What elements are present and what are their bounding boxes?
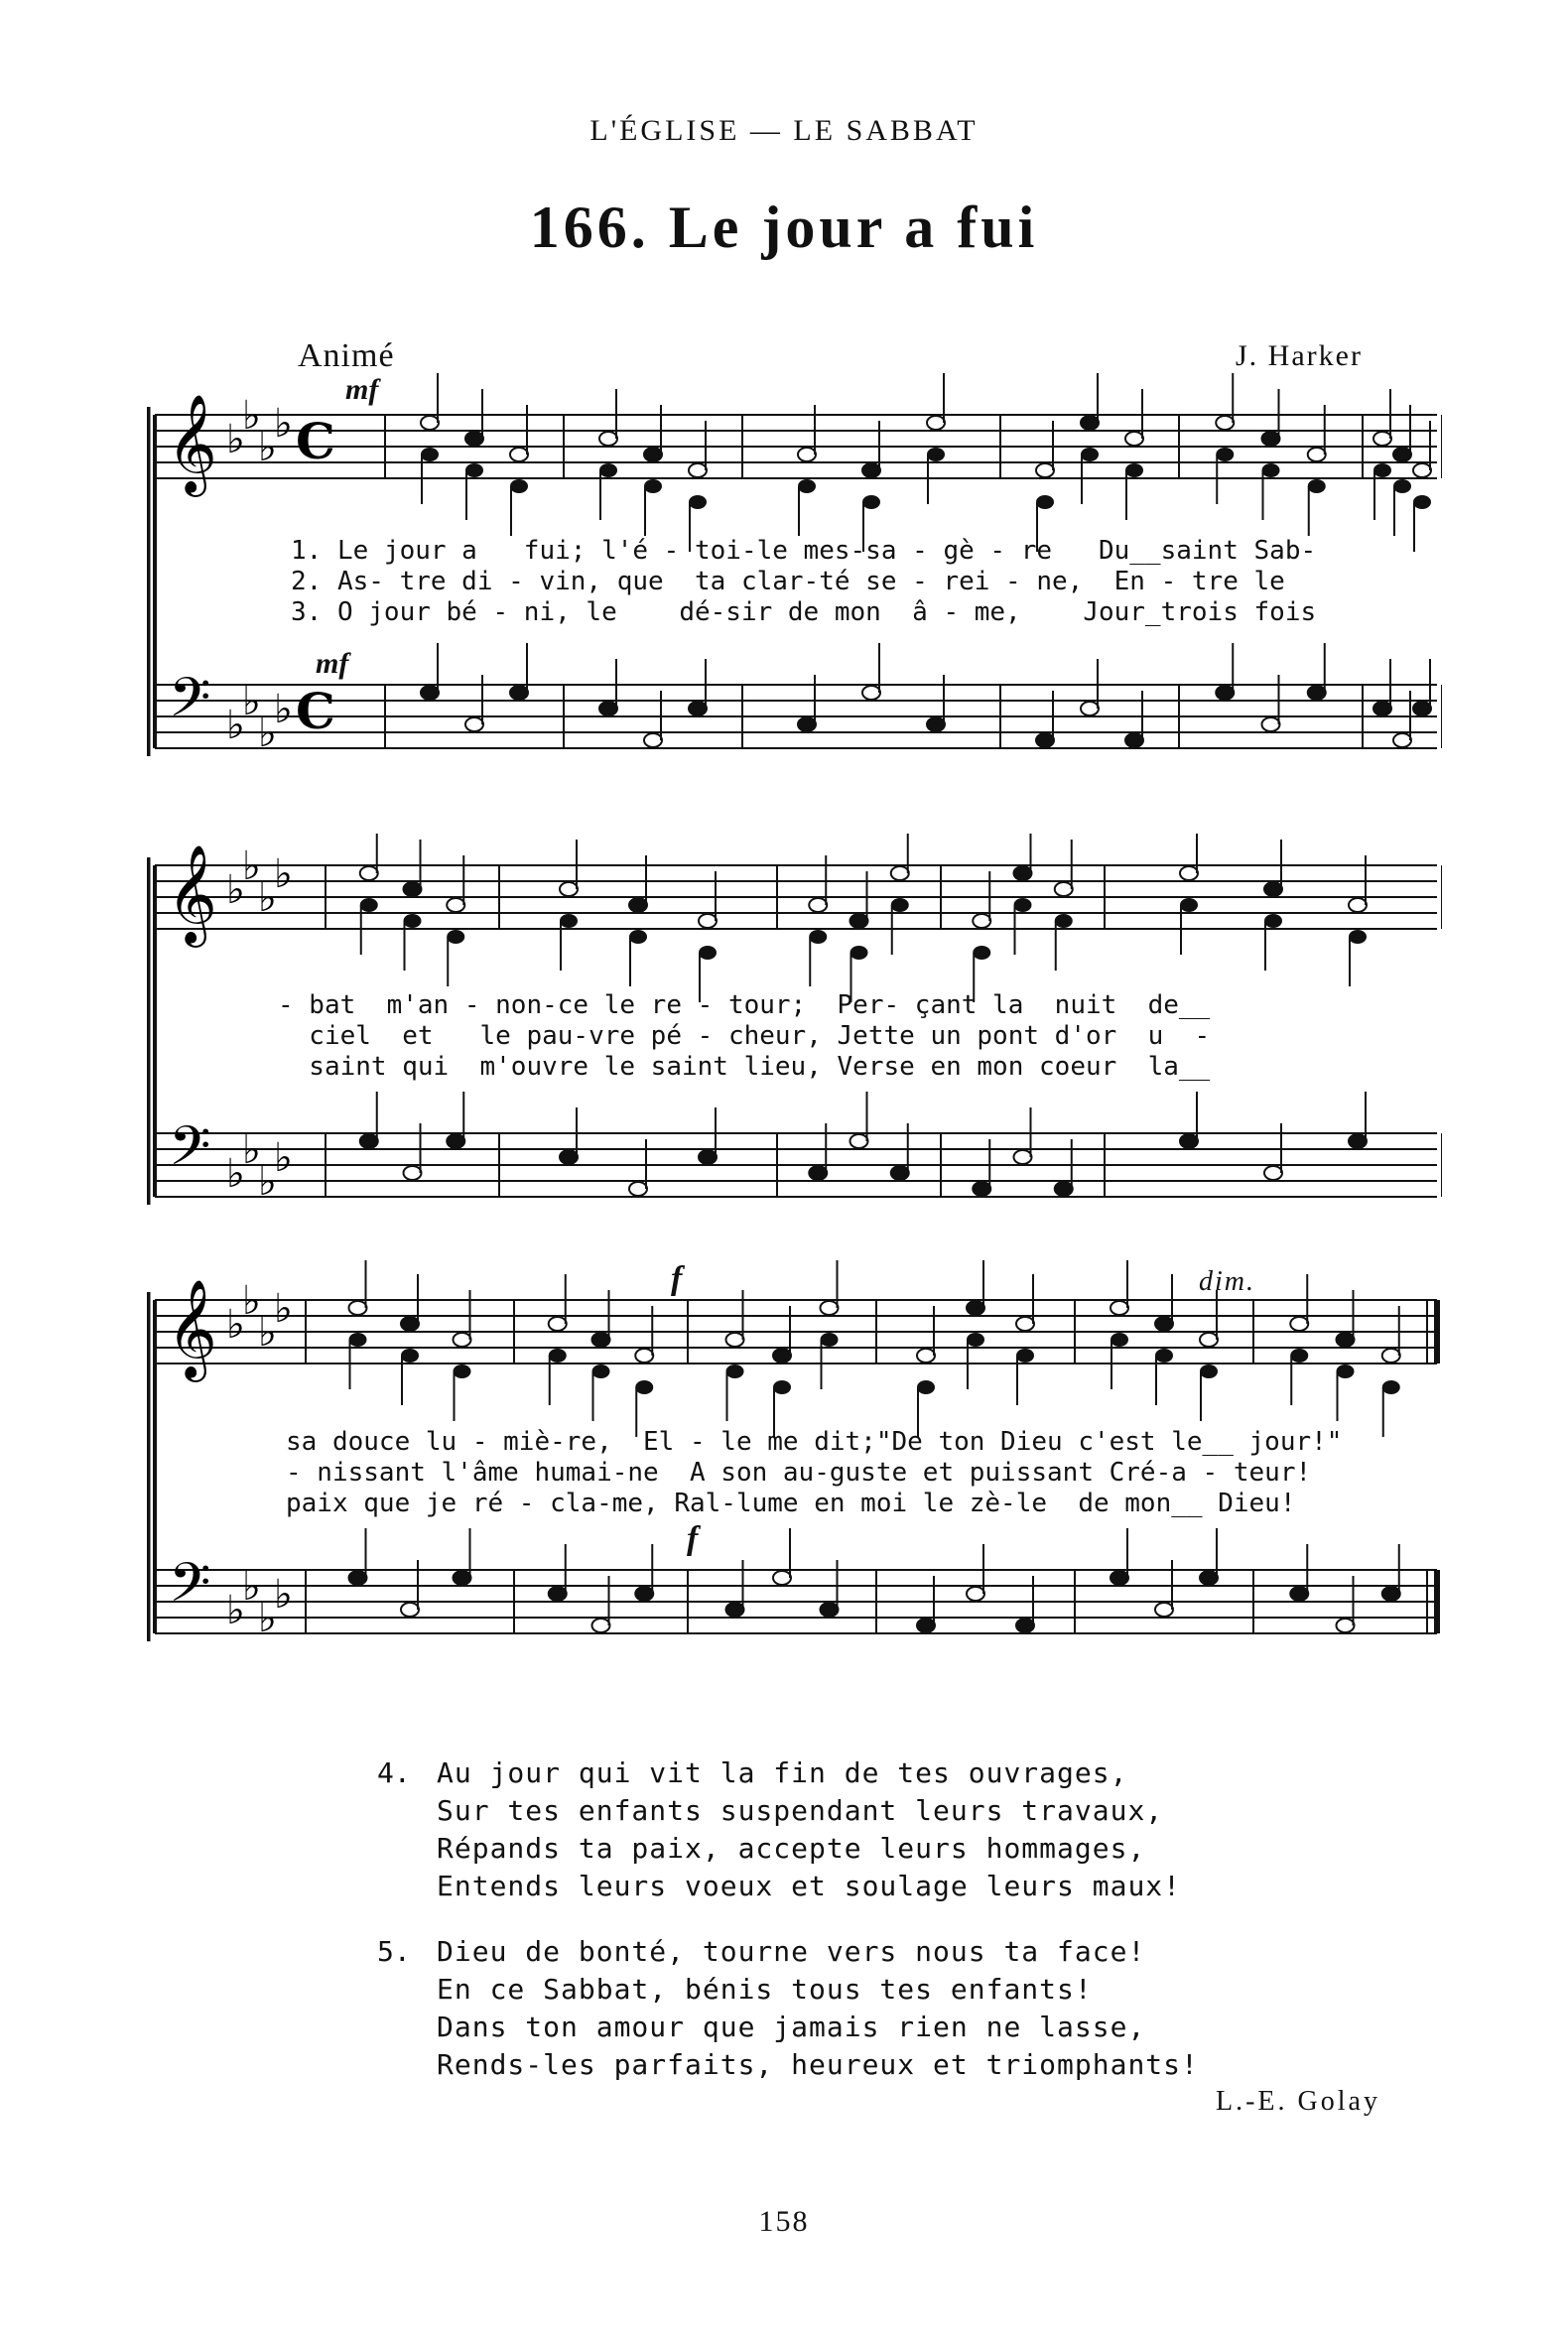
note-head — [821, 1333, 839, 1347]
note-head — [1155, 1603, 1173, 1617]
flat-icon: ♭ — [242, 679, 261, 724]
note-head — [349, 1301, 367, 1315]
note-head — [1349, 930, 1367, 944]
note-head — [1111, 1301, 1128, 1315]
note-head — [689, 463, 707, 477]
note-head — [1014, 898, 1032, 912]
note-head — [973, 914, 990, 928]
note-head — [635, 1380, 653, 1394]
note-head — [891, 898, 909, 912]
note-head — [401, 1349, 419, 1363]
note-head — [1290, 1349, 1308, 1363]
note-head — [927, 416, 945, 430]
note-head — [1125, 432, 1143, 446]
lyricist: L.-E. Golay — [1216, 2086, 1380, 2117]
note-head — [1373, 702, 1391, 715]
flat-icon: ♭ — [274, 851, 293, 897]
note-head — [421, 686, 439, 700]
flat-icon: ♭ — [226, 1151, 245, 1197]
note-head — [1382, 1587, 1400, 1601]
note-head — [1337, 1619, 1355, 1632]
note-head — [510, 448, 528, 461]
note-head — [1081, 416, 1099, 430]
flat-icon: ♭ — [242, 1564, 261, 1610]
composer: J. Harker — [1236, 339, 1363, 372]
lyric-verse-3: paix que je ré - cla-me, Ral-lume en moi le zè-le de mon__ Dieu! — [286, 1489, 1296, 1518]
note-head — [699, 946, 717, 960]
note-head — [1373, 463, 1391, 477]
note-head — [689, 702, 707, 715]
flat-icon: ♭ — [226, 1588, 245, 1633]
note-head — [644, 479, 662, 493]
note-head — [726, 1603, 744, 1617]
note-head — [447, 930, 464, 944]
note-head — [1382, 1380, 1400, 1394]
music-system-1 — [147, 367, 1442, 784]
flat-icon: ♭ — [226, 417, 245, 462]
hymn-number: 166. — [529, 195, 650, 260]
note-head — [1308, 686, 1326, 700]
lyric-verse-2: - nissant l'âme humai-ne A son au-guste et puissant Cré-a - teur! — [286, 1458, 1312, 1488]
note-head — [560, 914, 578, 928]
note-head — [1036, 463, 1054, 477]
note-head — [821, 1301, 839, 1315]
note-head — [798, 448, 816, 461]
note-head — [592, 1364, 610, 1378]
note-head — [1036, 733, 1054, 747]
note-head — [699, 914, 717, 928]
music-system-2 — [147, 834, 1442, 1250]
note-head — [1264, 882, 1282, 896]
note-head — [862, 495, 880, 509]
note-head — [1125, 733, 1143, 747]
note-head — [1055, 1182, 1073, 1196]
note-head — [1373, 432, 1391, 446]
note-head — [454, 1364, 471, 1378]
note-head — [699, 1150, 717, 1164]
lyric-verse-1: 1. Le jour a fui; l'é - toi-le mes-sa - gè - re Du__saint Sab- — [291, 536, 1317, 566]
treble-clef-icon: 𝄞 — [167, 394, 217, 493]
note-head — [927, 448, 945, 461]
note-head — [454, 1333, 471, 1347]
note-head — [1180, 898, 1198, 912]
flat-icon: ♭ — [258, 1310, 277, 1356]
verse-line: Au jour qui vit la fin de tes ouvrages, — [437, 1756, 1128, 1789]
flat-icon: ♭ — [274, 1572, 293, 1618]
note-head — [891, 866, 909, 880]
note-head — [549, 1349, 567, 1363]
note-head — [510, 479, 528, 493]
flat-icon: ♭ — [258, 1596, 277, 1641]
note-head — [862, 686, 880, 700]
note-head — [726, 1333, 744, 1347]
note-head — [1016, 1349, 1034, 1363]
note-head — [1393, 479, 1411, 493]
flat-icon: ♭ — [274, 1286, 293, 1332]
note-head — [629, 1182, 647, 1196]
note-head — [1337, 1364, 1355, 1378]
note-head — [510, 686, 528, 700]
section-header: L'ÉGLISE — LE SABBAT — [589, 114, 979, 147]
note-head — [917, 1619, 935, 1632]
lyric-verse-1: - bat m'an - non-ce le re - tour; Per- çant la nuit de__ — [278, 990, 1211, 1020]
note-head — [644, 733, 662, 747]
note-head — [1290, 1587, 1308, 1601]
note-head — [360, 1134, 378, 1148]
note-head — [967, 1333, 984, 1347]
note-head — [773, 1349, 791, 1363]
note-head — [1081, 448, 1099, 461]
note-head — [1200, 1364, 1218, 1378]
note-head — [1200, 1571, 1218, 1585]
note-head — [592, 1619, 610, 1632]
note-head — [1413, 495, 1431, 509]
verse-number: 4. — [377, 1756, 411, 1789]
note-head — [360, 898, 378, 912]
dynamic-bass: mf — [316, 647, 349, 680]
flat-icon: ♭ — [226, 1302, 245, 1348]
bass-clef-icon: 𝄢 — [169, 666, 211, 742]
verse-line: Entends leurs voeux et soulage leurs maux! — [437, 1870, 1182, 1902]
note-head — [1216, 416, 1234, 430]
note-head — [1125, 463, 1143, 477]
verse-line: Répands ta paix, accepte leurs hommages, — [437, 1832, 1146, 1865]
note-head — [635, 1587, 653, 1601]
note-head — [1290, 1317, 1308, 1331]
treble-clef-icon: 𝄞 — [167, 1279, 217, 1378]
note-head — [447, 898, 464, 912]
note-head — [1055, 882, 1073, 896]
note-head — [421, 448, 439, 461]
note-head — [967, 1301, 984, 1315]
dynamic-treble: mf — [345, 373, 379, 406]
tempo-marking: Animé — [298, 337, 395, 374]
hymn-title — [0, 194, 1568, 262]
verse-number: 5. — [377, 1935, 411, 1968]
note-head — [891, 1166, 909, 1180]
verse-line: Sur tes enfants suspendant leurs travaux, — [437, 1794, 1164, 1827]
note-head — [1200, 1333, 1218, 1347]
note-head — [599, 432, 617, 446]
flat-icon: ♭ — [274, 1135, 293, 1181]
note-head — [560, 1150, 578, 1164]
flat-icon: ♭ — [242, 1278, 261, 1324]
note-head — [809, 930, 827, 944]
page-number: 158 — [758, 2205, 810, 2238]
verse-line: Dans ton amour que jamais rien ne lasse, — [437, 2011, 1146, 2043]
flat-icon: ♭ — [242, 1127, 261, 1173]
lyric-verse-1: sa douce lu - miè-re, El - le me dit;"De ton Dieu c'est le__ jour!" — [286, 1427, 1343, 1457]
note-head — [421, 416, 439, 430]
lyric-verse-3: saint qui m'ouvre le saint lieu, Verse en mon coeur la__ — [278, 1052, 1211, 1082]
note-head — [1262, 717, 1280, 731]
note-head — [629, 898, 647, 912]
note-head — [629, 930, 647, 944]
note-head — [1180, 866, 1198, 880]
note-head — [349, 1571, 367, 1585]
flat-icon: ♭ — [242, 844, 261, 889]
note-head — [726, 1364, 744, 1378]
flat-icon: ♭ — [258, 711, 277, 756]
note-head — [1014, 1150, 1032, 1164]
dynamic-forte-bass: f — [687, 1520, 699, 1557]
note-head — [1264, 1166, 1282, 1180]
verse-line: En ce Sabbat, bénis tous tes enfants! — [437, 1973, 1093, 2006]
flat-icon: ♭ — [274, 401, 293, 447]
note-head — [809, 898, 827, 912]
note-head — [1264, 914, 1282, 928]
flat-icon: ♭ — [274, 687, 293, 732]
note-head — [592, 1333, 610, 1347]
note-head — [599, 702, 617, 715]
note-head — [465, 463, 483, 477]
note-head — [773, 1380, 791, 1394]
note-head — [773, 1571, 791, 1585]
flat-icon: ♭ — [258, 875, 277, 921]
note-head — [1016, 1317, 1034, 1331]
flat-icon: ♭ — [226, 867, 245, 913]
common-time-icon: C — [296, 412, 335, 470]
note-head — [1349, 1134, 1367, 1148]
note-head — [404, 882, 422, 896]
note-head — [349, 1333, 367, 1347]
note-head — [1014, 866, 1032, 880]
flat-icon: ♭ — [226, 703, 245, 748]
note-head — [1349, 898, 1367, 912]
note-head — [404, 914, 422, 928]
lyric-verse-2: ciel et le pau-vre pé - cheur, Jette un pont d'or u - — [278, 1021, 1211, 1051]
note-head — [447, 1134, 464, 1148]
music-system-3 — [147, 1260, 1442, 1677]
note-head — [465, 432, 483, 446]
note-head — [1337, 1333, 1355, 1347]
note-head — [1393, 448, 1411, 461]
note-head — [1308, 479, 1326, 493]
lyric-verse-3: 3. O jour bé - ni, le dé-sir de mon â - me, Jour_trois fois — [291, 597, 1317, 627]
note-head — [454, 1571, 471, 1585]
note-head — [635, 1349, 653, 1363]
note-head — [644, 448, 662, 461]
note-head — [1382, 1349, 1400, 1363]
note-head — [1308, 448, 1326, 461]
note-head — [821, 1603, 839, 1617]
note-head — [1413, 702, 1431, 715]
flat-icon: ♭ — [242, 393, 261, 439]
note-head — [1111, 1333, 1128, 1347]
bass-clef-icon: 𝄢 — [169, 1114, 211, 1191]
dynamic-diminuendo: dim. — [1199, 1266, 1255, 1297]
note-head — [917, 1349, 935, 1363]
note-head — [1262, 432, 1280, 446]
flat-icon: ♭ — [258, 425, 277, 470]
note-head — [850, 946, 868, 960]
note-head — [1016, 1619, 1034, 1632]
note-head — [401, 1317, 419, 1331]
note-head — [560, 882, 578, 896]
verse-line: Rends-les parfaits, heureux et triomphants! — [437, 2048, 1199, 2081]
note-head — [1216, 686, 1234, 700]
note-head — [850, 1134, 868, 1148]
note-head — [1036, 495, 1054, 509]
note-head — [850, 914, 868, 928]
note-head — [549, 1317, 567, 1331]
flat-icon: ♭ — [258, 1159, 277, 1205]
note-head — [465, 717, 483, 731]
lyric-verse-2: 2. As- tre di - vin, que ta clar-té se - rei - ne, En - tre le — [291, 567, 1285, 596]
note-head — [1111, 1571, 1128, 1585]
note-head — [599, 463, 617, 477]
dynamic-forte-treble: f — [671, 1260, 683, 1297]
note-head — [973, 1182, 990, 1196]
bass-clef-icon: 𝄢 — [169, 1551, 211, 1627]
note-head — [1055, 914, 1073, 928]
note-head — [1393, 733, 1411, 747]
hymn-title-text: Le jour a fui — [668, 195, 1039, 260]
note-head — [689, 495, 707, 509]
note-head — [401, 1603, 419, 1617]
note-head — [798, 479, 816, 493]
note-head — [809, 1166, 827, 1180]
note-head — [862, 463, 880, 477]
verse-line: Dieu de bonté, tourne vers nous ta face! — [437, 1935, 1146, 1968]
note-head — [973, 946, 990, 960]
note-head — [798, 717, 816, 731]
note-head — [1180, 1134, 1198, 1148]
note-head — [549, 1587, 567, 1601]
note-head — [1216, 448, 1234, 461]
note-head — [967, 1587, 984, 1601]
note-head — [360, 866, 378, 880]
note-head — [1155, 1317, 1173, 1331]
note-head — [1413, 463, 1431, 477]
note-head — [917, 1380, 935, 1394]
common-time-icon: C — [296, 682, 335, 740]
note-head — [1262, 463, 1280, 477]
note-head — [927, 717, 945, 731]
note-head — [1155, 1349, 1173, 1363]
note-head — [404, 1166, 422, 1180]
treble-clef-icon: 𝄞 — [167, 844, 217, 944]
note-head — [1081, 702, 1099, 715]
